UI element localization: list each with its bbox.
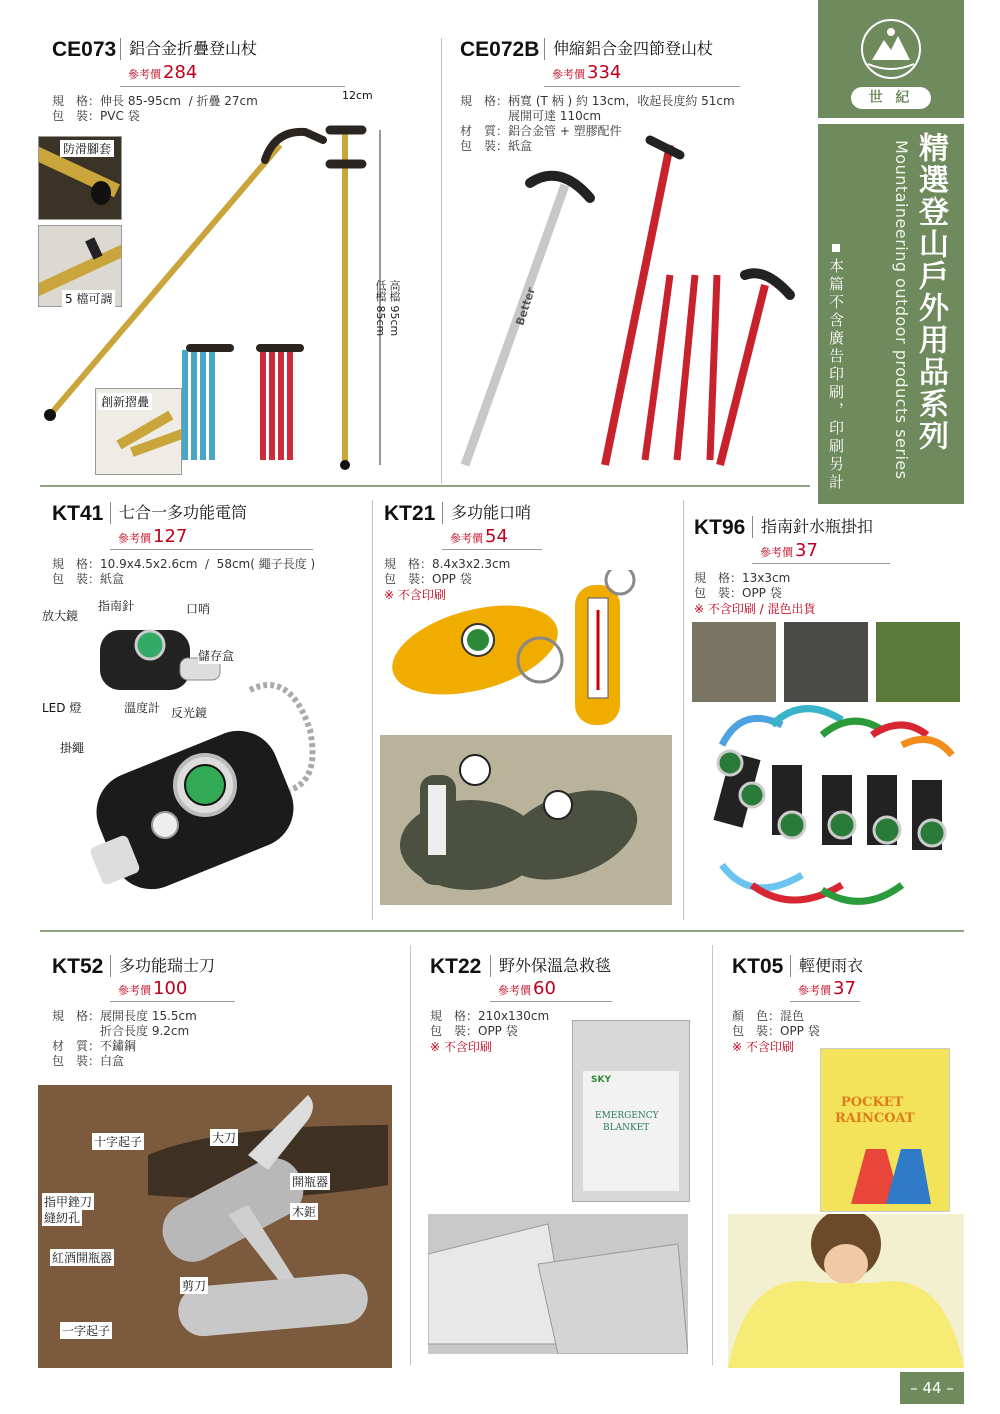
side-note: 本篇不含廣告印刷，印刷另計 [826, 244, 847, 492]
blanket-package [572, 1020, 690, 1202]
underline [110, 1001, 235, 1002]
side-english-title: Mountaineering outdoor products series [892, 140, 911, 480]
underline [442, 549, 542, 550]
callout-awl: 縫紉孔 [44, 1211, 81, 1225]
product-code-kt52: KT52 [52, 955, 104, 978]
callout-fold: 創新摺疊 [98, 393, 152, 410]
callout-scissors: 剪刀 [182, 1279, 207, 1293]
brand-logo-box [818, 0, 964, 118]
spec-line: 包 裝：OPP 袋 [694, 586, 782, 600]
spec-line: 展開可達 110cm [460, 109, 602, 123]
package-line1: EMERGENCY [595, 1111, 659, 1121]
spec-line: 規 格：210x130cm [430, 1009, 550, 1023]
callout-anti-slip: 防滑腳套 [60, 140, 114, 157]
product-code-ce073: CE073 [52, 38, 117, 61]
price-kt96: 參考價 37 [760, 540, 818, 561]
divider [683, 500, 684, 920]
callout-whistle: 口哨 [186, 602, 211, 616]
callout-magnifier: 放大鏡 [42, 609, 79, 623]
price-kt05: 參考價 37 [798, 978, 856, 999]
callout-corkscrew: 紅酒開瓶器 [52, 1251, 113, 1265]
divider [372, 500, 373, 920]
product-name-kt41: 七合一多功能電筒 [110, 502, 247, 524]
bullet-square-icon [832, 244, 840, 252]
spec-line: 規 格：柄寬 (T 柄 ) 約 13cm，收起長度約 51cm [460, 94, 735, 108]
page-number: – 44 – [900, 1372, 964, 1404]
callout-width: 12cm [342, 89, 373, 102]
spec-line: 材 質：鋁合金管 + 塑膠配件 [460, 124, 622, 138]
whistle-photo [380, 735, 672, 905]
price-ce073: 參考價 284 [128, 62, 198, 83]
package-line2: BLANKET [603, 1123, 650, 1133]
product-name-kt96: 指南針水瓶掛扣 [752, 516, 873, 538]
raincoat-figures-icon [841, 1129, 931, 1204]
product-code-kt05: KT05 [732, 955, 784, 978]
underline [490, 1001, 612, 1002]
callout-low: 低檔 85cm [374, 280, 387, 337]
product-code-ce072b: CE072B [460, 38, 540, 61]
product-code-kt21: KT21 [384, 502, 436, 525]
underline [110, 549, 313, 550]
callout-big-knife: 大刀 [212, 1131, 237, 1145]
side-title: 精選登山戶外用品系列 [913, 132, 948, 452]
spec-line: 顏 色：混色 [732, 1009, 805, 1023]
price-ce072b: 參考價 334 [552, 62, 622, 83]
callout-adjust: 5 檔可調 [62, 290, 115, 307]
divider [410, 945, 411, 1365]
spec-line: 折合長度 9.2cm [52, 1024, 190, 1038]
divider [40, 930, 964, 932]
spec-line: 包 裝：白盒 [52, 1054, 125, 1068]
callout-nail-file: 指甲銼刀 [44, 1195, 93, 1209]
no-print-note: ※ 不含印刷 [430, 1040, 492, 1054]
raincoat-package [820, 1048, 950, 1212]
product-name-kt05: 輕便雨衣 [790, 955, 863, 977]
blanket-photo [428, 1214, 688, 1354]
callout-compass: 指南針 [98, 599, 135, 613]
product-name-kt52: 多功能瑞士刀 [110, 955, 215, 977]
spec-line: 規 格：8.4x3x2.3cm [384, 557, 511, 571]
callout-thermo: 溫度計 [124, 701, 161, 715]
spec-line: 規 格：伸長 85-95cm / 折疊 27cm [52, 94, 258, 108]
whistle-illustration [380, 570, 680, 730]
callout-height: 高檔 95cm [388, 280, 401, 337]
product-code-kt22: KT22 [430, 955, 482, 978]
underline [120, 86, 345, 87]
callout-saw: 木鉅 [292, 1205, 317, 1219]
price-kt21: 參考價 54 [450, 526, 508, 547]
price-kt41: 參考價 127 [118, 526, 188, 547]
callout-storage: 儲存盒 [198, 649, 235, 663]
price-kt52: 參考價 100 [118, 978, 188, 999]
no-print-note: ※ 不含印刷 [732, 1040, 794, 1054]
underline [752, 563, 890, 564]
brand-logo-text: 世 紀 [851, 87, 931, 109]
no-print-note: ※ 不含印刷 [384, 588, 446, 602]
callout-cross-screwdriver: 十字起子 [94, 1135, 143, 1149]
price-kt22: 參考價 60 [498, 978, 556, 999]
raincoat-person-icon [728, 1214, 964, 1368]
product-name-ce073: 鋁合金折疊登山杖 [120, 38, 257, 60]
callout-led: LED 燈 [42, 701, 82, 715]
whistle-photo-icon [380, 735, 672, 905]
package-line1: POCKET [841, 1095, 904, 1110]
spec-line: 規 格：展開長度 15.5cm [52, 1009, 197, 1023]
spec-line: 包 裝：OPP 袋 [732, 1024, 820, 1038]
spec-line: 材 質：不鏽鋼 [52, 1039, 137, 1053]
divider [40, 485, 810, 487]
raincoat-photo [728, 1214, 964, 1368]
package-line2: RAINCOAT [835, 1111, 915, 1126]
clip-photo-2 [784, 622, 868, 702]
product-code-kt96: KT96 [694, 516, 746, 539]
spec-line: 規 格：10.9x4.5x2.6cm / 58cm( 繩子長度 ) [52, 557, 316, 571]
telescopic-poles-illustration [455, 125, 810, 475]
package-brand: SKY [591, 1075, 611, 1085]
clip-photo-3 [876, 622, 960, 702]
callout-mirror: 反光鏡 [171, 706, 208, 720]
pole-brand-label: Better [513, 285, 538, 328]
underline [544, 86, 740, 87]
spec-line: 包 裝：紙盒 [52, 572, 125, 586]
underline [790, 1001, 860, 1002]
spec-line: 包 裝：紙盒 [460, 139, 533, 153]
clip-photo-1 [692, 622, 776, 702]
spec-line: 包 裝：PVC 袋 [52, 109, 140, 123]
product-name-ce072b: 伸縮鋁合金四節登山杖 [544, 38, 713, 60]
callout-bottle-opener: 開瓶器 [292, 1175, 329, 1189]
foil-blanket-icon [428, 1214, 688, 1354]
mountain-emblem-icon [858, 18, 924, 80]
compass-clips-illustration [692, 705, 964, 920]
spec-line: 包 裝：OPP 袋 [430, 1024, 518, 1038]
product-name-kt21: 多功能口哨 [442, 502, 531, 524]
product-name-kt22: 野外保溫急救毯 [490, 955, 611, 977]
product-code-kt41: KT41 [52, 502, 104, 525]
folded-poles-icon [180, 330, 320, 470]
divider [712, 945, 713, 1365]
no-print-note: ※ 不含印刷 / 混色出貨 [694, 602, 816, 616]
divider [441, 38, 442, 484]
spec-line: 包 裝：OPP 袋 [384, 572, 472, 586]
callout-flat-screwdriver: 一字起子 [62, 1324, 111, 1338]
spec-line: 規 格：13x3cm [694, 571, 791, 585]
callout-rope: 掛繩 [60, 741, 85, 755]
